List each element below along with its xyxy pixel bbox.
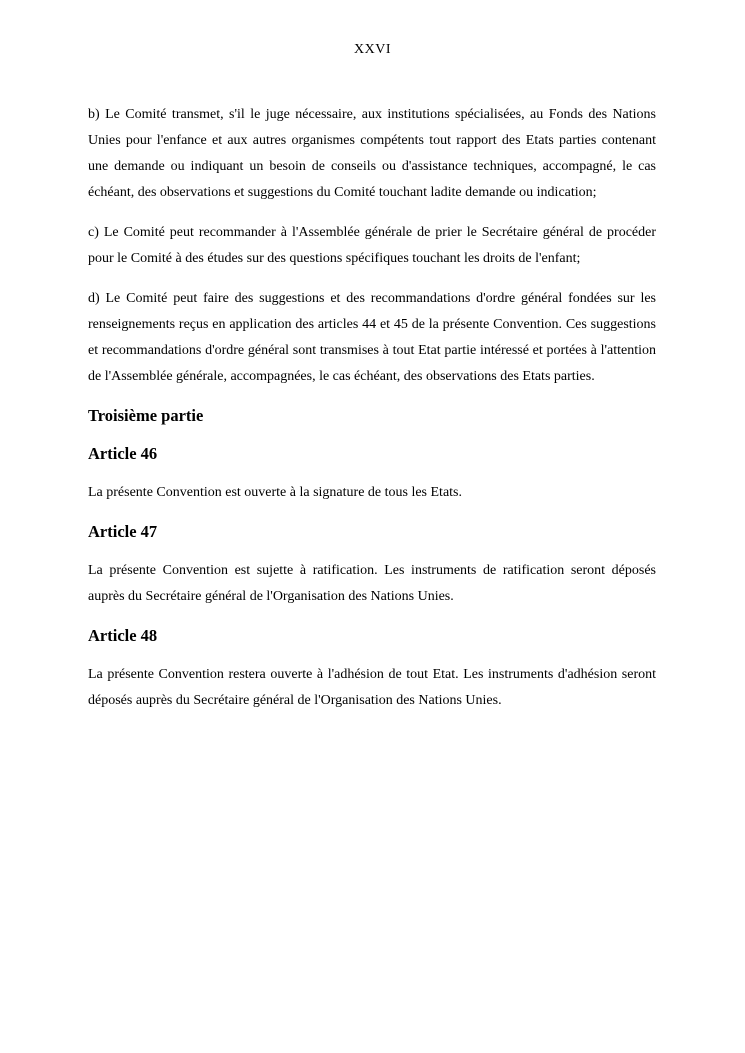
article-47-title: Article 47: [88, 522, 158, 541]
article-48-title: Article 48: [88, 626, 158, 645]
article-46-title: Article 46: [88, 444, 158, 463]
article-46-text: La présente Convention est ouverte à la signature de tous les Etats.: [88, 485, 463, 500]
document-body: [88, 102, 656, 728]
part-heading: Troisième partie: [88, 406, 204, 425]
paragraph-d: d) Le Comité peut faire des suggestions et des recommandations d'ordre général fondées sur les renseignements reçus en application des articles 44 et 45 de la présente Convention. Ces suggestions et recommandations d'ordre général sont transmises à tout Etat partie intéressé et portées à l'attention de l'Assemblée générale, accompagnées, le cas échéant, des observations des Etats parties.: [88, 291, 656, 384]
paragraph-c: c) Le Comité peut recommander à l'Assemblée générale de prier le Secrétaire général de procéder pour le Comité à des études sur des questions spécifiques touchant les droits de l'enfant;: [88, 225, 656, 266]
paragraph-b: b) Le Comité transmet, s'il le juge nécessaire, aux institutions spécialisées, au Fonds des Nations Unies pour l'enfance et aux autres organismes compétents tout rapport des Etats parties contenant une demande ou indiquant un besoin de conseils ou d'assistance techniques, accompagné, le cas échéant, des observations et suggestions du Comité touchant ladite demande ou indication;: [88, 107, 656, 200]
article-47-text: La présente Convention est sujette à ratification. Les instruments de ratification seront déposés auprès du Secrétaire général de l'Organisation des Nations Unies.: [88, 563, 656, 604]
article-48-text: La présente Convention restera ouverte à l'adhésion de tout Etat. Les instruments d'adhésion seront déposés auprès du Secrétaire général de l'Organisation des Nations Unies.: [88, 667, 656, 708]
page-number: XXVI: [354, 42, 391, 57]
